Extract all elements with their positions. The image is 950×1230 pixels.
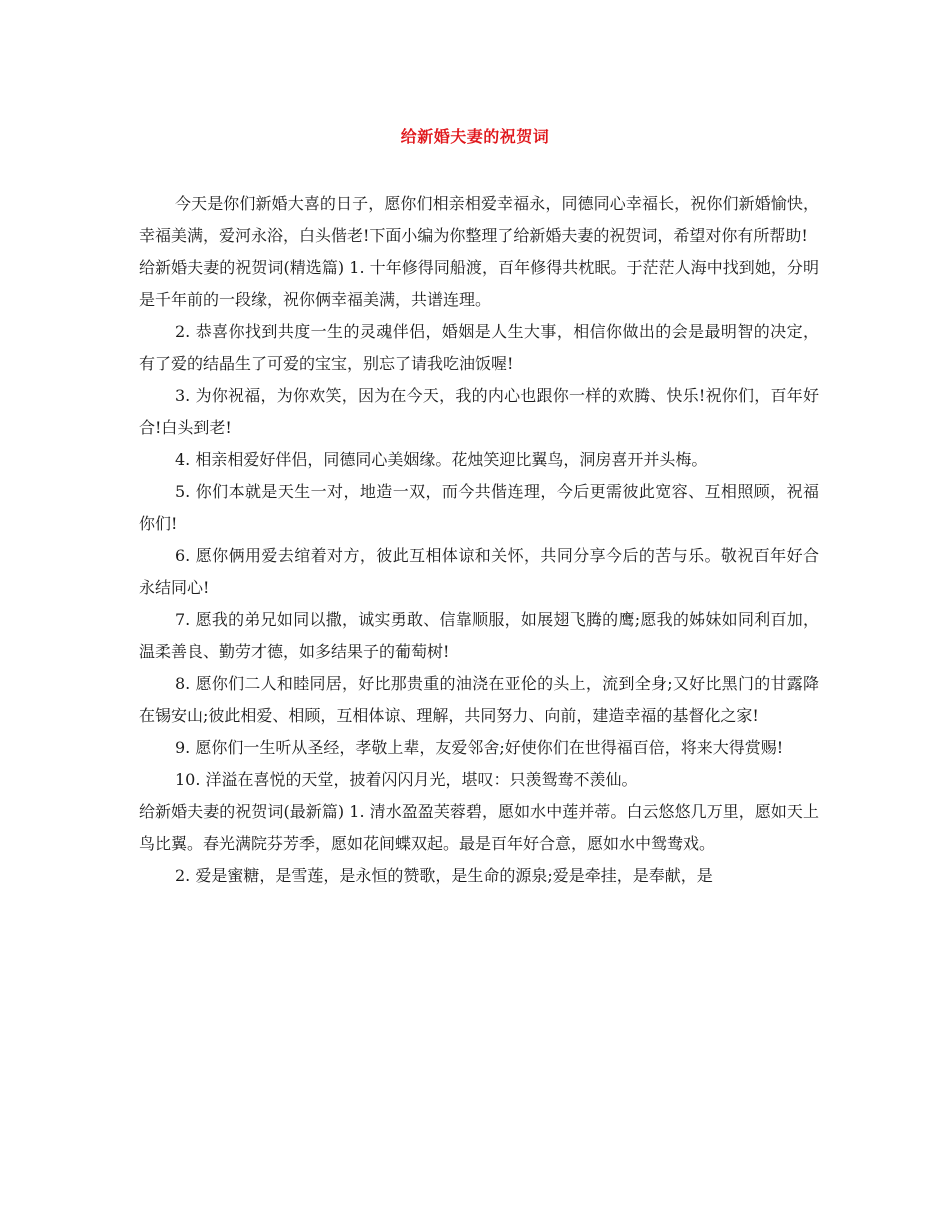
intro-paragraph: 今天是你们新婚大喜的日子，愿你们相亲相爱幸福永，同德同心幸福长，祝你们新婚愉快，幸福美满，爱河永浴，白头偕老!下面小编为你整理了给新婚夫妻的祝贺词，希望对你有所帮助!	[139, 194, 819, 245]
list-item: 6. 愿你俩用爱去绾着对方，彼此互相体谅和关怀，共同分享今后的苦与乐。敬祝百年好合永结同心!	[139, 546, 819, 597]
list-item: 8. 愿你们二人和睦同居，好比那贵重的油浇在亚伦的头上，流到全身;又好比黑门的甘露降在锡安山;彼此相爱、相顾，互相体谅、理解，共同努力、向前，建造幸福的基督化之家!	[139, 674, 819, 725]
document-body	[139, 188, 819, 892]
section-item-1: 1. 十年修得同船渡，百年修得共枕眠。于茫茫人海中找到她，分明是千年前的一段缘，祝你俩幸福美满，共谱连理。	[139, 258, 819, 309]
list-item: 7. 愿我的弟兄如同以撒，诚实勇敢、信靠顺服，如展翅飞腾的鹰;愿我的姊妹如同利百加，温柔善良、勤劳才德，如多结果子的葡萄树!	[139, 610, 819, 661]
section-paragraph-latest	[139, 796, 819, 860]
list-item: 9. 愿你们一生听从圣经，孝敬上辈，友爱邻舍;好使你们在世得福百倍，将来大得赏赐!	[175, 738, 784, 757]
page-title: 给新婚夫妻的祝贺词	[400, 127, 550, 146]
list-item: 10. 洋溢在喜悦的天堂，披着闪闪月光，堪叹：只羡鸳鸯不羡仙。	[175, 770, 638, 789]
list-item: 5. 你们本就是天生一对，地造一双，而今共偕连理，今后更需彼此宽容、互相照顾，祝福你们!	[139, 482, 819, 533]
section-heading-featured: 给新婚夫妻的祝贺词(精选篇)	[139, 258, 345, 277]
list-item: 4. 相亲相爱好伴侣，同德同心美姻缘。花烛笑迎比翼鸟，洞房喜开并头梅。	[175, 450, 708, 469]
section-heading-latest: 给新婚夫妻的祝贺词(最新篇)	[139, 802, 345, 821]
list-item: 2. 爱是蜜糖，是雪莲，是永恒的赞歌，是生命的源泉;爱是牵挂，是奉献，是	[175, 866, 713, 885]
list-item: 3. 为你祝福，为你欢笑，因为在今天，我的内心也跟你一样的欢腾、快乐!祝你们，百年好合!白头到老!	[139, 386, 819, 437]
section-paragraph-featured	[139, 252, 819, 316]
section-item-1: 1. 清水盈盈芙蓉碧，愿如水中莲并蒂。白云悠悠几万里，愿如天上鸟比翼。春光满院芬芳季，愿如花间蝶双起。最是百年好合意，愿如水中鸳鸯戏。	[139, 802, 819, 853]
list-item: 2. 恭喜你找到共度一生的灵魂伴侣，婚姻是人生大事，相信你做出的会是最明智的决定，有了爱的结晶生了可爱的宝宝，别忘了请我吃油饭喔!	[139, 322, 819, 373]
